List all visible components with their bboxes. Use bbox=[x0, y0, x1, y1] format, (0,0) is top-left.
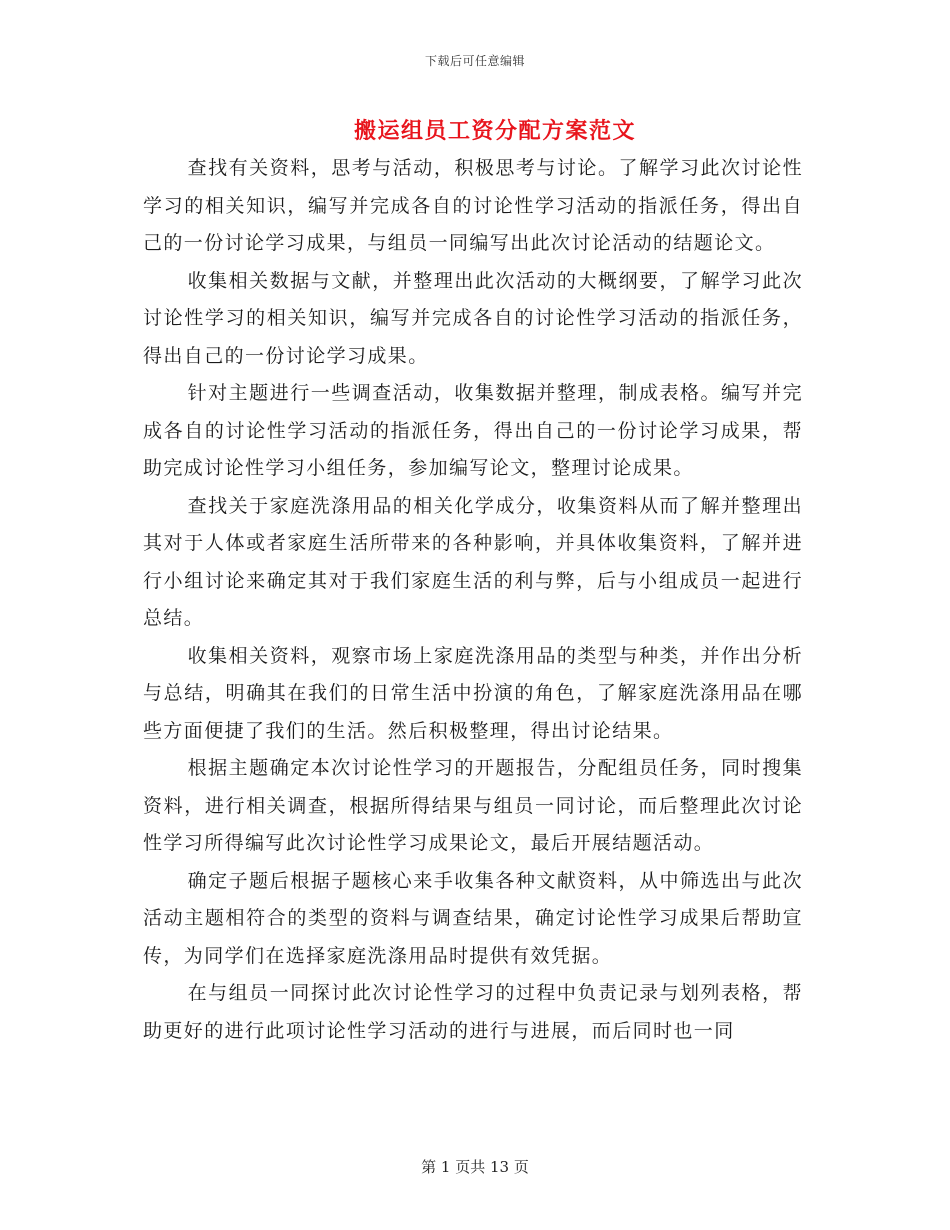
paragraph: 查找有关资料，思考与活动，积极思考与讨论。了解学习此次讨论性学习的相关知识，编写并完成各自的讨论性学习活动的指派任务，得出自己的一份讨论学习成果，与组员一同编写出此次讨论活动的结题论文。 bbox=[143, 157, 803, 254]
paragraph: 针对主题进行一些调查活动，收集数据并整理，制成表格。编写并完成各自的讨论性学习活动的指派任务，得出自己的一份讨论学习成果，帮助完成讨论性学习小组任务，参加编写论文，整理讨论成果。 bbox=[143, 382, 803, 479]
paragraph: 查找关于家庭洗涤用品的相关化学成分，收集资料从而了解并整理出其对于人体或者家庭生活所带来的各种影响，并具体收集资料，了解并进行小组讨论来确定其对于我们家庭生活的利与弊，后与小组成员一起进行总结。 bbox=[143, 494, 803, 629]
paragraph: 收集相关数据与文献，并整理出此次活动的大概纲要，了解学习此次讨论性学习的相关知识，编写并完成各自的讨论性学习活动的指派任务，得出自己的一份讨论学习成果。 bbox=[143, 269, 803, 367]
page-number: 第 1 页共 13 页 bbox=[421, 1158, 529, 1176]
page-header-note: 下载后可任意编辑 bbox=[424, 54, 525, 68]
paragraph: 确定子题后根据子题核心来手收集各种文献资料，从中筛选出与此次活动主题相符合的类型的资料与调查结果，确定讨论性学习成果后帮助宣传，为同学们在选择家庭洗涤用品时提供有效凭据。 bbox=[143, 869, 803, 967]
document-body bbox=[143, 150, 803, 1050]
paragraph: 收集相关资料，观察市场上家庭洗涤用品的类型与种类，并作出分析与总结，明确其在我们的日常生活中扮演的角色，了解家庭洗涤用品在哪些方面便捷了我们的生活。然后积极整理，得出讨论结果。 bbox=[143, 644, 803, 742]
paragraph: 根据主题确定本次讨论性学习的开题报告，分配组员任务，同时搜集资料，进行相关调查，根据所得结果与组员一同讨论，而后整理此次讨论性学习所得编写此次讨论性学习成果论文，最后开展结题活动。 bbox=[143, 757, 803, 854]
paragraph: 在与组员一同探讨此次讨论性学习的过程中负责记录与划列表格，帮助更好的进行此项讨论性学习活动的进行与进展，而后同时也一同 bbox=[143, 982, 803, 1042]
document-title: 搬运组员工资分配方案范文 bbox=[353, 118, 636, 144]
